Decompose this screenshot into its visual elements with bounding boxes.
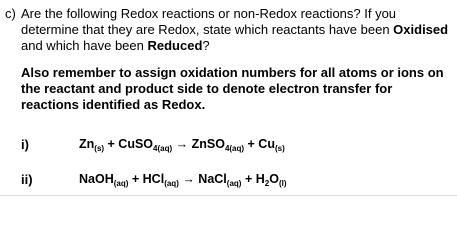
eq-term: + HCl xyxy=(128,172,165,186)
question-label: c) xyxy=(5,6,16,21)
eq-subscript: 4(aq) xyxy=(153,144,173,153)
eq-term: → ZnSO xyxy=(172,137,225,151)
eq-subscript: (l) xyxy=(278,179,287,188)
eq-subscript: (aq) xyxy=(226,179,242,188)
reaction-label-2: ii) xyxy=(21,172,33,187)
eq-term: + Cu xyxy=(244,137,275,151)
eq-term: NaOH xyxy=(79,172,114,186)
reaction-label-1: i) xyxy=(21,137,29,152)
eq-subscript: (s) xyxy=(94,144,105,153)
intro-text-1: Are the following Redox reactions or non-Redox reactions? If you determine that they are Redox, state which reactants have been xyxy=(21,6,397,37)
eq-subscript: 2 xyxy=(264,179,270,188)
reminder-text: Also remember to assign oxidation numbers for all atoms or ions on the reactant and product side to denote electron transfer for reactions identified as Redox. xyxy=(21,65,444,112)
eq-subscript: 4(aq) xyxy=(224,144,245,153)
eq-subscript: (aq) xyxy=(113,179,129,188)
oxidised-term: Oxidised xyxy=(393,22,449,37)
eq-term: + H xyxy=(241,172,265,186)
eq-term: + CuSO xyxy=(104,137,154,151)
eq-term: O xyxy=(269,172,279,186)
eq-term: Zn xyxy=(79,137,95,151)
bottom-divider xyxy=(0,195,457,196)
eq-term: → NaCl xyxy=(178,172,227,186)
reaction-equation-1 xyxy=(79,137,285,153)
intro-text-3: ? xyxy=(202,38,210,53)
question-intro xyxy=(21,6,453,54)
reaction-equation-2 xyxy=(79,172,287,188)
eq-subscript: (s) xyxy=(274,144,285,153)
reduced-term: Reduced xyxy=(147,38,203,53)
intro-text-2: and which have been xyxy=(21,38,148,53)
eq-subscript: (aq) xyxy=(164,179,179,188)
